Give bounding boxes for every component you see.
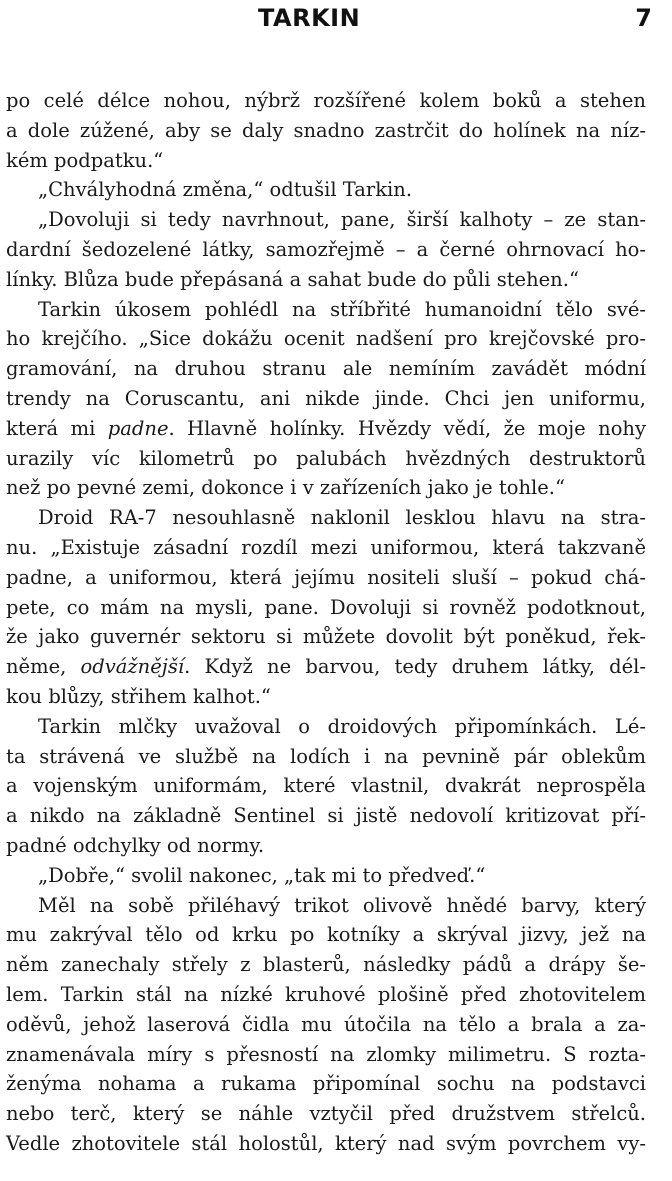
text-line bbox=[6, 175, 646, 205]
text-line bbox=[6, 116, 646, 146]
text-line bbox=[6, 473, 646, 503]
text-segment: nebo terč, který se náhle vztyčil před družstvem střelců. bbox=[6, 1102, 646, 1126]
text-line bbox=[6, 205, 646, 235]
text-line bbox=[6, 652, 646, 682]
text-line bbox=[6, 891, 646, 921]
text-segment: pete, co mám na mysli, pane. Dovoluji si rovněž podotknout, bbox=[6, 595, 646, 619]
text-segment: „Chvályhodná změna,“ odtušil Tarkin. bbox=[38, 178, 413, 202]
text-segment: znamenávala míry s přesností na zlomky milimetru. S rozta- bbox=[6, 1042, 646, 1066]
text-line bbox=[6, 295, 646, 325]
text-line bbox=[6, 831, 646, 861]
text-segment: oděvů, jehož laserová čidla mu útočila na tělo a brala a za- bbox=[6, 1012, 646, 1036]
text-segment: která mi bbox=[6, 416, 108, 440]
text-line bbox=[6, 1069, 646, 1099]
text-segment: že jako guvernér sektoru si můžete dovolit být poněkud, řek- bbox=[6, 625, 646, 649]
text-line bbox=[6, 324, 646, 354]
text-segment: a vojenským uniformám, které vlastnil, dvakrát neprospěla bbox=[6, 774, 646, 798]
text-segment: mu zakrýval tělo od krku po kotníky a skrýval jizvy, jež na bbox=[6, 923, 646, 947]
text-segment: kou blůzy, střihem kalhot.“ bbox=[6, 684, 271, 708]
text-segment: nu. „Existuje zásadní rozdíl mezi uniformou, která takzvaně bbox=[6, 535, 646, 559]
body-text bbox=[6, 86, 646, 1159]
text-line bbox=[6, 771, 646, 801]
text-segment: padné odchylky od normy. bbox=[6, 833, 265, 857]
text-segment: ho krejčího. „Sice dokážu ocenit nadšení pro krejčovské pro- bbox=[6, 327, 646, 351]
text-segment: línky. Blůza bude přepásaná a sahat bude do půli stehen.“ bbox=[6, 267, 579, 291]
text-segment: . Hlavně holínky. Hvězdy vědí, že moje nohy bbox=[168, 416, 647, 440]
text-line bbox=[6, 384, 646, 414]
text-line bbox=[6, 235, 646, 265]
text-line bbox=[6, 801, 646, 831]
text-line bbox=[6, 503, 646, 533]
text-line bbox=[6, 86, 646, 116]
text-segment: „Dovoluji si tedy navrhnout, pane, širší kalhoty – ze stan- bbox=[38, 208, 646, 232]
italic-text: odvážnější bbox=[80, 655, 185, 679]
text-segment: ta strávená ve službě na lodích i na pevnině pár oblekům bbox=[6, 744, 646, 768]
text-segment: něme, bbox=[6, 655, 81, 679]
text-line bbox=[6, 146, 646, 176]
text-line bbox=[6, 742, 646, 772]
text-line bbox=[6, 265, 646, 295]
text-line bbox=[6, 1129, 646, 1159]
text-line bbox=[6, 861, 646, 891]
text-segment: Vedle zhotovitele stál holostůl, který nad svým povrchem vy- bbox=[6, 1131, 646, 1155]
text-segment: trendy na Coruscantu, ani nikde jinde. Chci jen uniformu, bbox=[6, 386, 646, 410]
text-line bbox=[6, 1010, 646, 1040]
text-segment: gramování, na druhou stranu ale nemíním zavádět módní bbox=[6, 357, 646, 381]
text-line bbox=[6, 622, 646, 652]
text-segment: . Když ne barvou, tedy druhem látky, dél- bbox=[184, 655, 646, 679]
text-line bbox=[6, 682, 646, 712]
text-segment: po celé délce nohou, nýbrž rozšířené kolem boků a stehen bbox=[6, 89, 646, 112]
text-line bbox=[6, 444, 646, 474]
text-line bbox=[6, 593, 646, 623]
text-line bbox=[6, 533, 646, 563]
text-segment: padne, a uniformou, která jejímu nositeli sluší – pokud chá- bbox=[6, 565, 646, 589]
running-head-title: TARKIN bbox=[258, 4, 361, 32]
text-segment: lem. Tarkin stál na nízké kruhové plošině před zhotovitelem bbox=[6, 982, 646, 1006]
text-line bbox=[6, 414, 646, 444]
italic-text: padne bbox=[107, 416, 169, 440]
text-segment: a nikdo na základně Sentinel si jistě nedovolí kritizovat pří- bbox=[6, 804, 646, 828]
text-segment: ženýma nohama a rukama připomínal sochu na podstavci bbox=[6, 1072, 646, 1096]
text-line bbox=[6, 920, 646, 950]
text-line bbox=[6, 980, 646, 1010]
text-segment: a dole zúžené, aby se daly snadno zastrčit do holínek na níz- bbox=[6, 118, 646, 142]
text-segment: „Dobře,“ svolil nakonec, „tak mi to předveď.“ bbox=[38, 863, 486, 887]
text-segment: Droid RA-7 nesouhlasně naklonil lesklou hlavu na stra- bbox=[38, 506, 646, 530]
text-segment: něm zanechaly střely z blasterů, následky pádů a drápy še- bbox=[6, 953, 646, 977]
page-number: 7 bbox=[635, 4, 652, 32]
running-head bbox=[0, 4, 672, 38]
text-line bbox=[6, 1040, 646, 1070]
text-line bbox=[6, 563, 646, 593]
text-line bbox=[6, 712, 646, 742]
text-segment: kém podpatku.“ bbox=[6, 148, 164, 172]
text-line bbox=[6, 1099, 646, 1129]
text-segment: Tarkin úkosem pohlédl na stříbřité humanoidní tělo své- bbox=[38, 297, 646, 321]
text-line bbox=[6, 354, 646, 384]
text-line bbox=[6, 950, 646, 980]
text-segment: Tarkin mlčky uvažoval o droidových připomínkách. Lé- bbox=[38, 714, 646, 738]
text-segment: než po pevné zemi, dokonce i v zařízeních jako je tohle.“ bbox=[6, 476, 565, 500]
text-segment: urazily víc kilometrů po palubách hvězdných destruktorů bbox=[6, 446, 646, 470]
text-segment: Měl na sobě přiléhavý trikot olivově hnědé barvy, který bbox=[38, 893, 646, 917]
text-segment: dardní šedozelené látky, samozřejmě – a černé ohrnovací ho- bbox=[6, 237, 646, 261]
